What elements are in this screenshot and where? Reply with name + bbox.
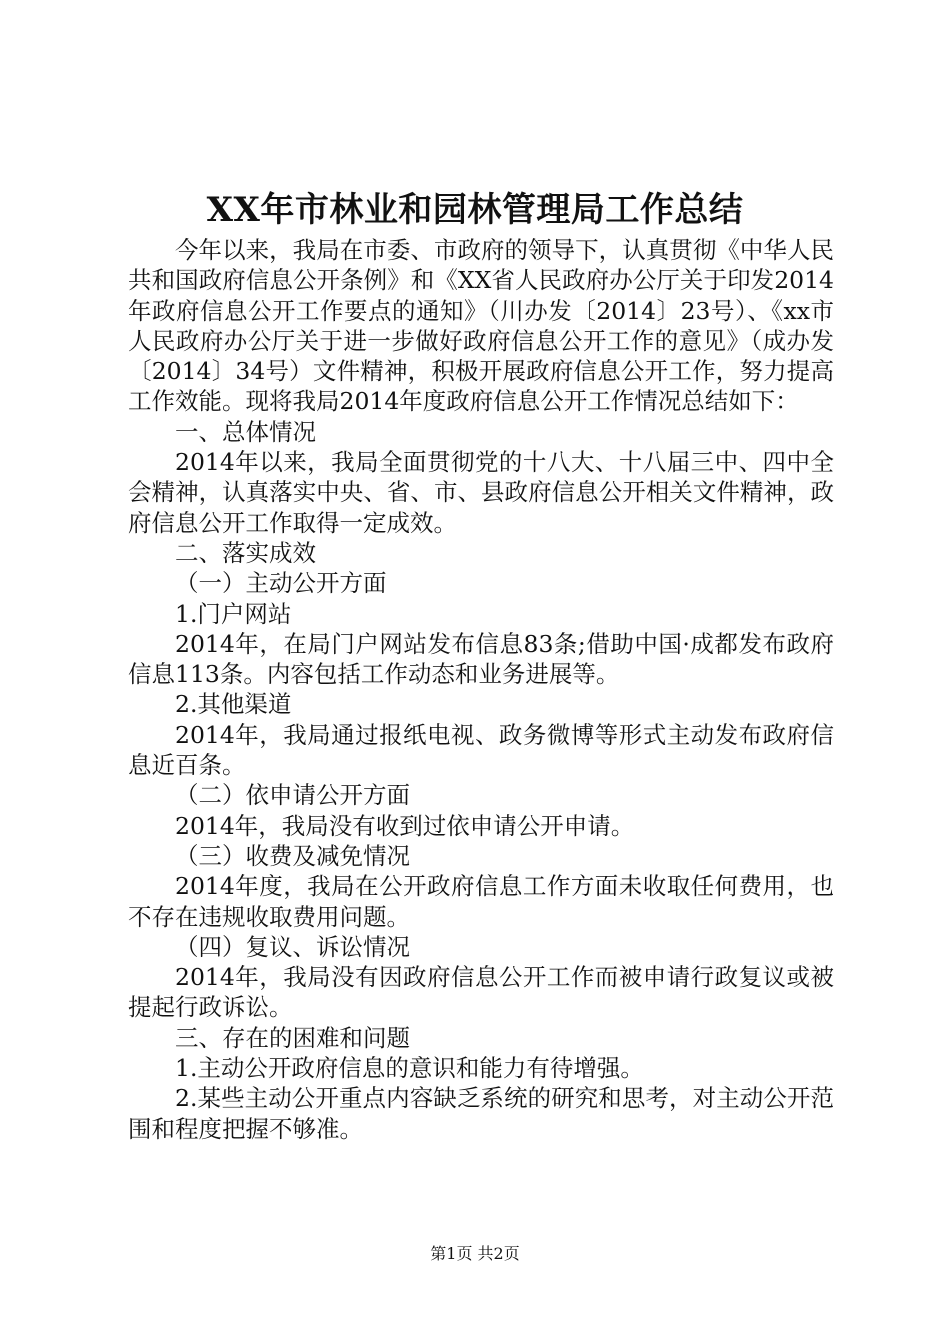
item-heading-portal: 1.门户网站	[175, 599, 292, 628]
paragraph-on-request: 2014年，我局没有收到过依申请公开申请。	[175, 811, 635, 840]
paragraph-overall: 2014年以来，我局全面贯彻党的十八大、十八届三中、四中全会精神，认真落实中央、省、市、县政府信息公开相关文件精神，政府信息公开工作取得一定成效。	[128, 448, 834, 537]
subsection-heading-on-request: （二）依申请公开方面	[175, 781, 410, 810]
subsection-heading-active-disclosure: （一）主动公开方面	[175, 569, 387, 598]
paragraph-review: 2014年，我局没有因政府信息公开工作而被申请行政复议或被提起行政诉讼。	[128, 963, 834, 1022]
section-heading-results: 二、落实成效	[175, 538, 316, 567]
page-number-footer: 第1页 共2页	[430, 1244, 520, 1263]
paragraph-other-channels: 2014年，我局通过报纸电视、政务微博等形式主动发布政府信息近百条。	[128, 720, 834, 780]
section-heading-problems: 三、存在的困难和问题	[175, 1023, 410, 1052]
paragraph-problem-1: 1.主动公开政府信息的意识和能力有待增强。	[175, 1054, 644, 1083]
paragraph-problem-2: 2.某些主动公开重点内容缺乏系统的研究和思考，对主动公开范围和程度把握不够准。	[128, 1084, 834, 1143]
document-title: XX年市林业和园林管理局工作总结	[206, 190, 744, 230]
subsection-heading-fees: （三）收费及减免情况	[175, 841, 410, 870]
intro-paragraph: 今年以来，我局在市委、市政府的领导下，认真贯彻《中华人民共和国政府信息公开条例》和《XX省人民政府办公厅关于印发2014年政府信息公开工作要点的通知》（川办发〔2014〕23号）、《xx市人民政府办公厅关于进一步做好政府信息公开工作的意见》（成办发〔2014〕34号）文件精神，积极开展政府信息公开工作，努力提高工作效能。现将我局2014年度政府信息公开工作情况总结如下：	[128, 236, 834, 416]
paragraph-portal: 2014年，在局门户网站发布信息83条;借助中国·成都发布政府信息113条。内容包括工作动态和业务进展等。	[128, 629, 834, 689]
section-heading-overall: 一、总体情况	[175, 417, 316, 446]
subsection-heading-review: （四）复议、诉讼情况	[175, 932, 410, 961]
document-body	[128, 235, 834, 1144]
item-heading-other-channels: 2.其他渠道	[175, 690, 292, 719]
paragraph-fees: 2014年度，我局在公开政府信息工作方面未收取任何费用，也不存在违规收取费用问题。	[128, 872, 834, 931]
